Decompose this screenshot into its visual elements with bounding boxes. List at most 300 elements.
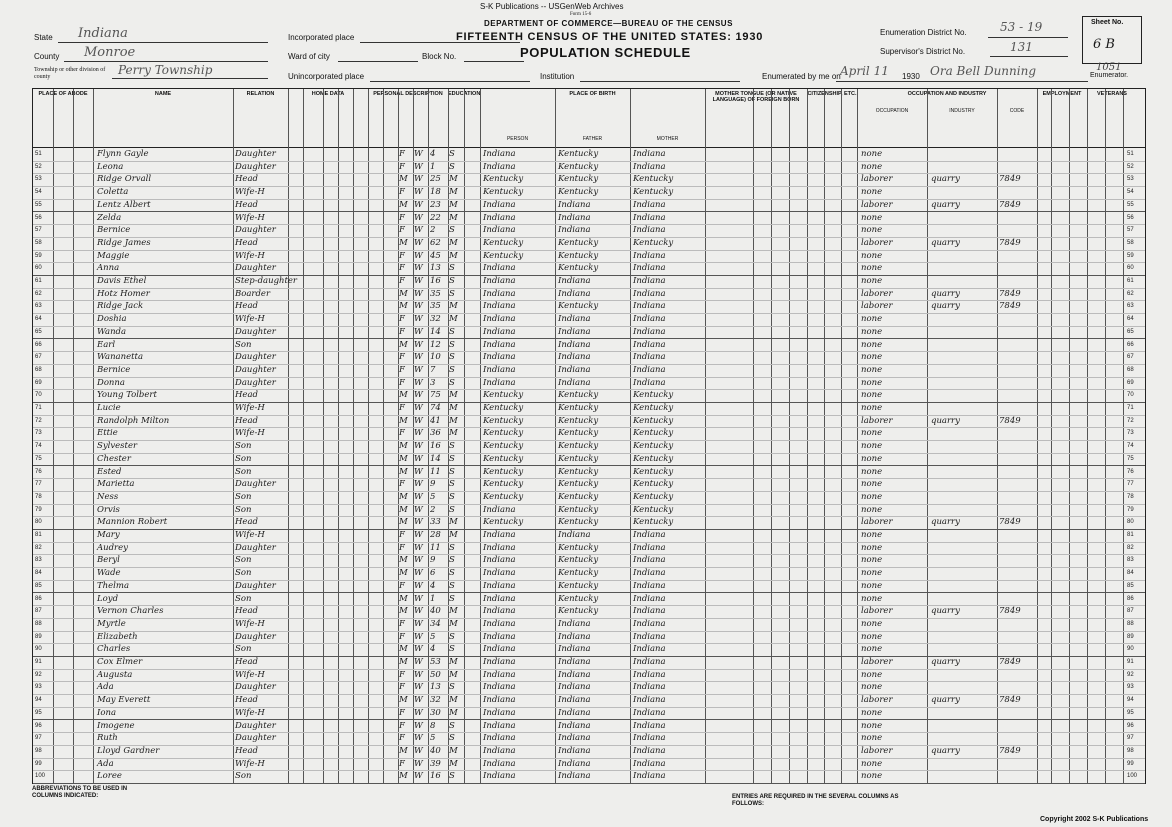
cell-ind xyxy=(931,631,997,642)
cell-rel: Wife-H xyxy=(235,669,265,680)
cell-rel: Head xyxy=(235,657,258,667)
cell-sex: M xyxy=(399,504,408,515)
cell-code xyxy=(999,580,1037,591)
cell-ms: M xyxy=(449,187,458,198)
cell-occ: none xyxy=(861,491,883,502)
table-row xyxy=(33,516,1145,530)
cell-sex: F xyxy=(399,161,405,172)
cell-occ: none xyxy=(861,720,883,731)
row-number-right: 59 xyxy=(1127,252,1134,259)
cell-ms: M xyxy=(449,618,458,629)
cell-code xyxy=(999,313,1037,324)
cell-rel: Son xyxy=(235,491,252,502)
township-value: Perry Township xyxy=(118,63,213,77)
cell-ind xyxy=(931,351,997,362)
cell-age: 34 xyxy=(430,618,441,629)
cell-birth: Indiana xyxy=(483,225,516,236)
cell-father: Kentucky xyxy=(558,174,599,185)
cell-sex: F xyxy=(399,187,405,198)
row-number-right: 71 xyxy=(1127,405,1134,411)
cell-code xyxy=(999,567,1037,578)
cell-occ: laborer xyxy=(861,745,893,756)
cell-sex: F xyxy=(399,149,405,159)
cell-age: 8 xyxy=(430,720,436,731)
cell-ms: M xyxy=(449,174,458,185)
cell-birth: Indiana xyxy=(483,580,516,591)
cell-ind xyxy=(931,262,997,273)
cell-rel: Head xyxy=(235,745,258,756)
cell-ms: S xyxy=(449,466,455,477)
cell-ms: S xyxy=(449,580,455,591)
row-number-right: 68 xyxy=(1127,366,1134,373)
cell-age: 13 xyxy=(430,682,441,693)
cell-name: Orvis xyxy=(97,504,120,515)
cell-code xyxy=(999,364,1037,375)
cell-ind xyxy=(931,580,997,591)
cell-rel: Daughter xyxy=(235,377,276,388)
cell-ms: S xyxy=(449,479,455,490)
cell-occ: none xyxy=(861,441,883,452)
cell-birth: Kentucky xyxy=(483,466,524,477)
cell-father: Indiana xyxy=(558,644,591,655)
cell-code xyxy=(999,758,1037,769)
row-number: 52 xyxy=(35,163,42,170)
cell-name: Vernon Charles xyxy=(97,606,164,617)
cell-mother: Indiana xyxy=(633,352,666,363)
footer-abbreviations: ABBREVIATIONS TO BE USED IN COLUMNS INDICATED: xyxy=(32,786,128,799)
cell-mother: Kentucky xyxy=(633,390,674,401)
table-row xyxy=(33,326,1145,340)
cell-rel: Wife-H xyxy=(235,212,265,223)
cell-rel: Son xyxy=(235,593,252,604)
cell-code xyxy=(999,681,1037,692)
cell-sex: M xyxy=(399,593,408,604)
cell-code: 7849 xyxy=(999,517,1021,528)
cell-occ: none xyxy=(861,250,883,261)
table-row xyxy=(33,300,1145,314)
cell-birth: Indiana xyxy=(483,733,516,744)
row-number: 66 xyxy=(35,341,42,348)
cell-birth: Indiana xyxy=(483,314,516,325)
cell-birth: Indiana xyxy=(483,161,516,172)
cell-ind xyxy=(931,377,997,388)
cell-ind xyxy=(931,478,997,489)
cell-ind xyxy=(931,707,997,718)
row-number: 51 xyxy=(35,151,42,157)
cell-birth: Indiana xyxy=(483,364,516,375)
cell-mother: Indiana xyxy=(633,314,666,325)
cell-race: W xyxy=(414,530,423,540)
table-row xyxy=(33,720,1145,734)
cell-ind xyxy=(931,504,997,515)
cell-mother: Kentucky xyxy=(633,504,674,515)
enumerated-by-label: Enumerated by me on xyxy=(762,72,841,81)
county-line xyxy=(64,61,268,62)
cell-age: 32 xyxy=(430,695,441,706)
cell-mother: Indiana xyxy=(633,593,666,604)
cell-mother: Indiana xyxy=(633,758,666,769)
cell-name: Wade xyxy=(97,568,121,579)
cell-mother: Indiana xyxy=(633,250,666,261)
cell-birth: Indiana xyxy=(483,301,516,312)
cell-ind xyxy=(931,389,997,400)
cell-code: 7849 xyxy=(999,415,1021,426)
cell-code xyxy=(999,669,1037,680)
cell-ms: M xyxy=(449,314,458,325)
row-number: 54 xyxy=(35,189,42,196)
table-row xyxy=(33,377,1145,391)
row-number: 86 xyxy=(35,595,42,602)
cell-sex: F xyxy=(399,212,405,223)
cell-birth: Indiana xyxy=(483,339,516,350)
cell-occ: none xyxy=(861,364,883,375)
cell-mother: Kentucky xyxy=(633,453,674,464)
cell-name: Audrey xyxy=(97,542,128,553)
cell-code: 7849 xyxy=(999,199,1021,210)
cell-code xyxy=(999,593,1037,604)
cell-rel: Wife-H xyxy=(235,707,265,718)
cell-mother: Indiana xyxy=(633,326,666,337)
row-number: 83 xyxy=(35,557,42,564)
cell-father: Indiana xyxy=(558,288,591,299)
cell-ms: S xyxy=(449,288,455,299)
table-row xyxy=(33,491,1145,505)
cell-birth: Indiana xyxy=(483,707,516,718)
cell-race: W xyxy=(414,453,423,464)
cell-ms: M xyxy=(449,237,458,248)
cell-birth: Indiana xyxy=(483,326,516,337)
cell-mother: Indiana xyxy=(633,212,666,223)
cell-mother: Indiana xyxy=(633,301,666,312)
cell-age: 22 xyxy=(430,212,441,223)
row-number-right: 79 xyxy=(1127,506,1134,513)
row-number-right: 60 xyxy=(1127,265,1134,272)
cell-mother: Indiana xyxy=(633,720,666,731)
row-number: 85 xyxy=(35,582,42,589)
cell-occ: none xyxy=(861,669,883,680)
enum-district-value: 53 - 19 xyxy=(1000,20,1043,34)
cell-race: W xyxy=(414,428,423,439)
cell-name: Beryl xyxy=(97,555,120,566)
cell-code xyxy=(999,351,1037,362)
cell-ind xyxy=(931,339,997,350)
cell-code xyxy=(999,440,1037,451)
group-mother-tongue: MOTHER TONGUE (OR NATIVE LANGUAGE) OF FOREIGN BORN xyxy=(712,91,800,103)
cell-mother: Indiana xyxy=(633,542,666,553)
cell-birth: Indiana xyxy=(483,276,516,286)
cell-mother: Kentucky xyxy=(633,187,674,198)
row-number-right: 87 xyxy=(1127,608,1134,615)
archive-banner: S-K Publications -- USGenWeb Archives xyxy=(480,2,624,11)
cell-age: 75 xyxy=(430,390,441,401)
row-number-right: 65 xyxy=(1127,328,1134,335)
table-row xyxy=(33,656,1145,670)
row-number-right: 81 xyxy=(1127,532,1134,538)
cell-name: Hotz Homer xyxy=(97,288,150,299)
cell-ms: M xyxy=(449,415,458,426)
cell-sex: M xyxy=(399,390,408,401)
table-row xyxy=(33,313,1145,327)
row-number: 76 xyxy=(35,468,42,475)
cell-rel: Son xyxy=(235,644,252,655)
table-row xyxy=(33,161,1145,175)
row-number-right: 94 xyxy=(1127,697,1134,704)
cell-occ: none xyxy=(861,149,883,159)
cell-birth: Kentucky xyxy=(483,250,524,261)
cell-sex: M xyxy=(399,441,408,452)
cell-mother: Indiana xyxy=(633,288,666,299)
cell-father: Kentucky xyxy=(558,491,599,502)
cell-ms: S xyxy=(449,555,455,566)
cell-mother: Kentucky xyxy=(633,479,674,490)
cell-code xyxy=(999,148,1037,159)
ward-line xyxy=(338,61,418,62)
cell-race: W xyxy=(414,403,423,413)
cell-father: Indiana xyxy=(558,720,591,731)
cell-ms: S xyxy=(449,377,455,388)
cell-age: 1 xyxy=(430,593,436,604)
row-number: 78 xyxy=(35,493,42,500)
institution-line xyxy=(580,81,740,82)
table-row xyxy=(33,580,1145,594)
cell-name: Bernice xyxy=(97,225,131,236)
cell-rel: Daughter xyxy=(235,631,276,642)
row-number: 95 xyxy=(35,709,42,716)
row-number: 94 xyxy=(35,697,42,704)
cell-ind xyxy=(931,440,997,451)
cell-mother: Kentucky xyxy=(633,517,674,528)
table-row xyxy=(33,237,1145,251)
row-number-right: 67 xyxy=(1127,354,1134,361)
cell-occ: none xyxy=(861,707,883,718)
row-number: 73 xyxy=(35,430,42,437)
row-number: 63 xyxy=(35,303,42,310)
cell-rel: Son xyxy=(235,568,252,579)
cell-father: Kentucky xyxy=(558,415,599,426)
cell-occ: none xyxy=(861,428,883,439)
table-row xyxy=(33,478,1145,492)
form-number: Form 15-6 xyxy=(570,12,592,17)
cell-age: 6 xyxy=(430,568,436,579)
cell-occ: none xyxy=(861,733,883,744)
cell-mother: Indiana xyxy=(633,364,666,375)
cell-ind xyxy=(931,643,997,654)
cell-ms: S xyxy=(449,720,455,731)
cell-age: 12 xyxy=(430,339,441,350)
cell-age: 5 xyxy=(430,733,436,744)
cell-birth: Indiana xyxy=(483,618,516,629)
cell-birth: Kentucky xyxy=(483,441,524,452)
cell-father: Indiana xyxy=(558,199,591,210)
cell-ms: S xyxy=(449,441,455,452)
cell-name: Ettie xyxy=(97,428,118,439)
cell-ind xyxy=(931,681,997,692)
cell-occ: none xyxy=(861,263,883,274)
cell-sex: F xyxy=(399,580,405,591)
cell-race: W xyxy=(414,555,423,566)
cell-occ: none xyxy=(861,682,883,693)
group-veterans: VETERANS xyxy=(1097,91,1127,97)
cell-name: Iona xyxy=(97,707,117,718)
table-row xyxy=(33,732,1145,746)
cell-age: 18 xyxy=(430,187,441,198)
row-number-right: 86 xyxy=(1127,595,1134,602)
cell-mother: Kentucky xyxy=(633,174,674,185)
row-number: 74 xyxy=(35,443,42,450)
cell-ind xyxy=(931,148,997,159)
cell-rel: Daughter xyxy=(235,364,276,375)
cell-age: 36 xyxy=(430,428,441,439)
cell-name: May Everett xyxy=(97,695,151,706)
cell-name: Bernice xyxy=(97,364,131,375)
row-number-right: 58 xyxy=(1127,239,1134,246)
cell-race: W xyxy=(414,314,423,325)
cell-occ: none xyxy=(861,555,883,566)
cell-sex: F xyxy=(399,669,405,680)
cell-age: 33 xyxy=(430,517,441,528)
cell-ms: M xyxy=(449,745,458,756)
cell-father: Indiana xyxy=(558,326,591,337)
cell-ind xyxy=(931,212,997,223)
cell-name: Loyd xyxy=(97,593,119,604)
cell-mother: Indiana xyxy=(633,618,666,629)
cell-sex: F xyxy=(399,618,405,629)
cell-birth: Kentucky xyxy=(483,174,524,185)
cell-age: 5 xyxy=(430,631,436,642)
cell-name: Maggie xyxy=(97,250,130,261)
cell-name: Mary xyxy=(97,530,120,540)
cell-sex: M xyxy=(399,199,408,210)
row-number-right: 90 xyxy=(1127,646,1134,653)
cell-birth: Indiana xyxy=(483,669,516,680)
incorporated-line xyxy=(360,42,520,43)
cell-age: 39 xyxy=(430,758,441,769)
cell-name: Ridge James xyxy=(97,237,151,248)
cell-race: W xyxy=(414,415,423,426)
cell-rel: Step-daughter xyxy=(235,276,297,286)
census-grid xyxy=(32,88,1146,784)
cell-age: 14 xyxy=(430,453,441,464)
table-row xyxy=(33,466,1145,480)
cell-father: Indiana xyxy=(558,631,591,642)
cell-race: W xyxy=(414,606,423,617)
row-number-right: 53 xyxy=(1127,176,1134,183)
cell-race: W xyxy=(414,364,423,375)
table-row xyxy=(33,389,1145,403)
cell-occ: none xyxy=(861,568,883,579)
cell-father: Kentucky xyxy=(558,542,599,553)
row-number-right: 73 xyxy=(1127,430,1134,437)
cell-ms: M xyxy=(449,403,458,413)
cell-name: Imogene xyxy=(97,720,135,731)
cell-code xyxy=(999,631,1037,642)
row-number-right: 70 xyxy=(1127,392,1134,399)
cell-code xyxy=(999,212,1037,223)
row-number-right: 66 xyxy=(1127,341,1134,348)
cell-birth: Indiana xyxy=(483,199,516,210)
cell-code xyxy=(999,720,1037,731)
cell-father: Kentucky xyxy=(558,580,599,591)
cell-occ: none xyxy=(861,504,883,515)
cell-father: Indiana xyxy=(558,771,591,782)
cell-sex: F xyxy=(399,733,405,744)
cell-mother: Indiana xyxy=(633,606,666,617)
cell-father: Kentucky xyxy=(558,250,599,261)
cell-rel: Head xyxy=(235,390,258,401)
cell-rel: Daughter xyxy=(235,263,276,274)
cell-race: W xyxy=(414,212,423,223)
cell-code xyxy=(999,707,1037,718)
row-number: 77 xyxy=(35,481,42,488)
row-number-right: 99 xyxy=(1127,760,1134,767)
row-number-right: 51 xyxy=(1127,151,1134,157)
cell-sex: M xyxy=(399,237,408,248)
cell-sex: M xyxy=(399,568,408,579)
cell-sex: M xyxy=(399,644,408,655)
cell-rel: Daughter xyxy=(235,352,276,363)
township-label: Township or other division of county xyxy=(34,67,106,80)
table-row xyxy=(33,351,1145,365)
row-number: 98 xyxy=(35,747,42,754)
cell-mother: Kentucky xyxy=(633,428,674,439)
cell-father: Kentucky xyxy=(558,149,599,159)
county-value: Monroe xyxy=(84,45,136,60)
cell-rel: Daughter xyxy=(235,479,276,490)
cell-age: 25 xyxy=(430,174,441,185)
table-row xyxy=(33,224,1145,238)
row-number: 99 xyxy=(35,760,42,767)
row-number-right: 100 xyxy=(1127,773,1138,780)
cell-ind: quarry xyxy=(931,745,960,756)
cell-name: Ness xyxy=(97,491,119,502)
cell-age: 9 xyxy=(430,555,436,566)
row-number: 60 xyxy=(35,265,42,272)
cell-father: Indiana xyxy=(558,657,591,667)
table-row xyxy=(33,440,1145,454)
cell-occ: none xyxy=(861,618,883,629)
cell-occ: laborer xyxy=(861,657,893,667)
cell-age: 9 xyxy=(430,479,436,490)
cell-birth: Kentucky xyxy=(483,187,524,198)
cell-race: W xyxy=(414,542,423,553)
cell-birth: Kentucky xyxy=(483,390,524,401)
enumerator-label: Enumerator. xyxy=(1090,72,1129,79)
cell-sex: M xyxy=(399,301,408,312)
cell-name: Wanda xyxy=(97,326,127,337)
cell-occ: none xyxy=(861,453,883,464)
cell-rel: Head xyxy=(235,606,258,617)
cell-mother: Indiana xyxy=(633,580,666,591)
cell-father: Indiana xyxy=(558,618,591,629)
cell-race: W xyxy=(414,491,423,502)
cell-ind xyxy=(931,770,997,781)
institution-label: Institution xyxy=(540,72,575,81)
cell-rel: Daughter xyxy=(235,580,276,591)
cell-rel: Daughter xyxy=(235,149,276,159)
table-row xyxy=(33,339,1145,353)
table-row xyxy=(33,618,1145,632)
cell-occ: none xyxy=(861,644,883,655)
cell-occ: none xyxy=(861,631,883,642)
cell-code xyxy=(999,529,1037,540)
cell-occ: laborer xyxy=(861,301,893,312)
cell-race: W xyxy=(414,733,423,744)
cell-ms: M xyxy=(449,606,458,617)
cell-ind: quarry xyxy=(931,606,960,617)
cell-ind xyxy=(931,758,997,769)
row-number-right: 97 xyxy=(1127,735,1134,742)
cell-race: W xyxy=(414,720,423,731)
